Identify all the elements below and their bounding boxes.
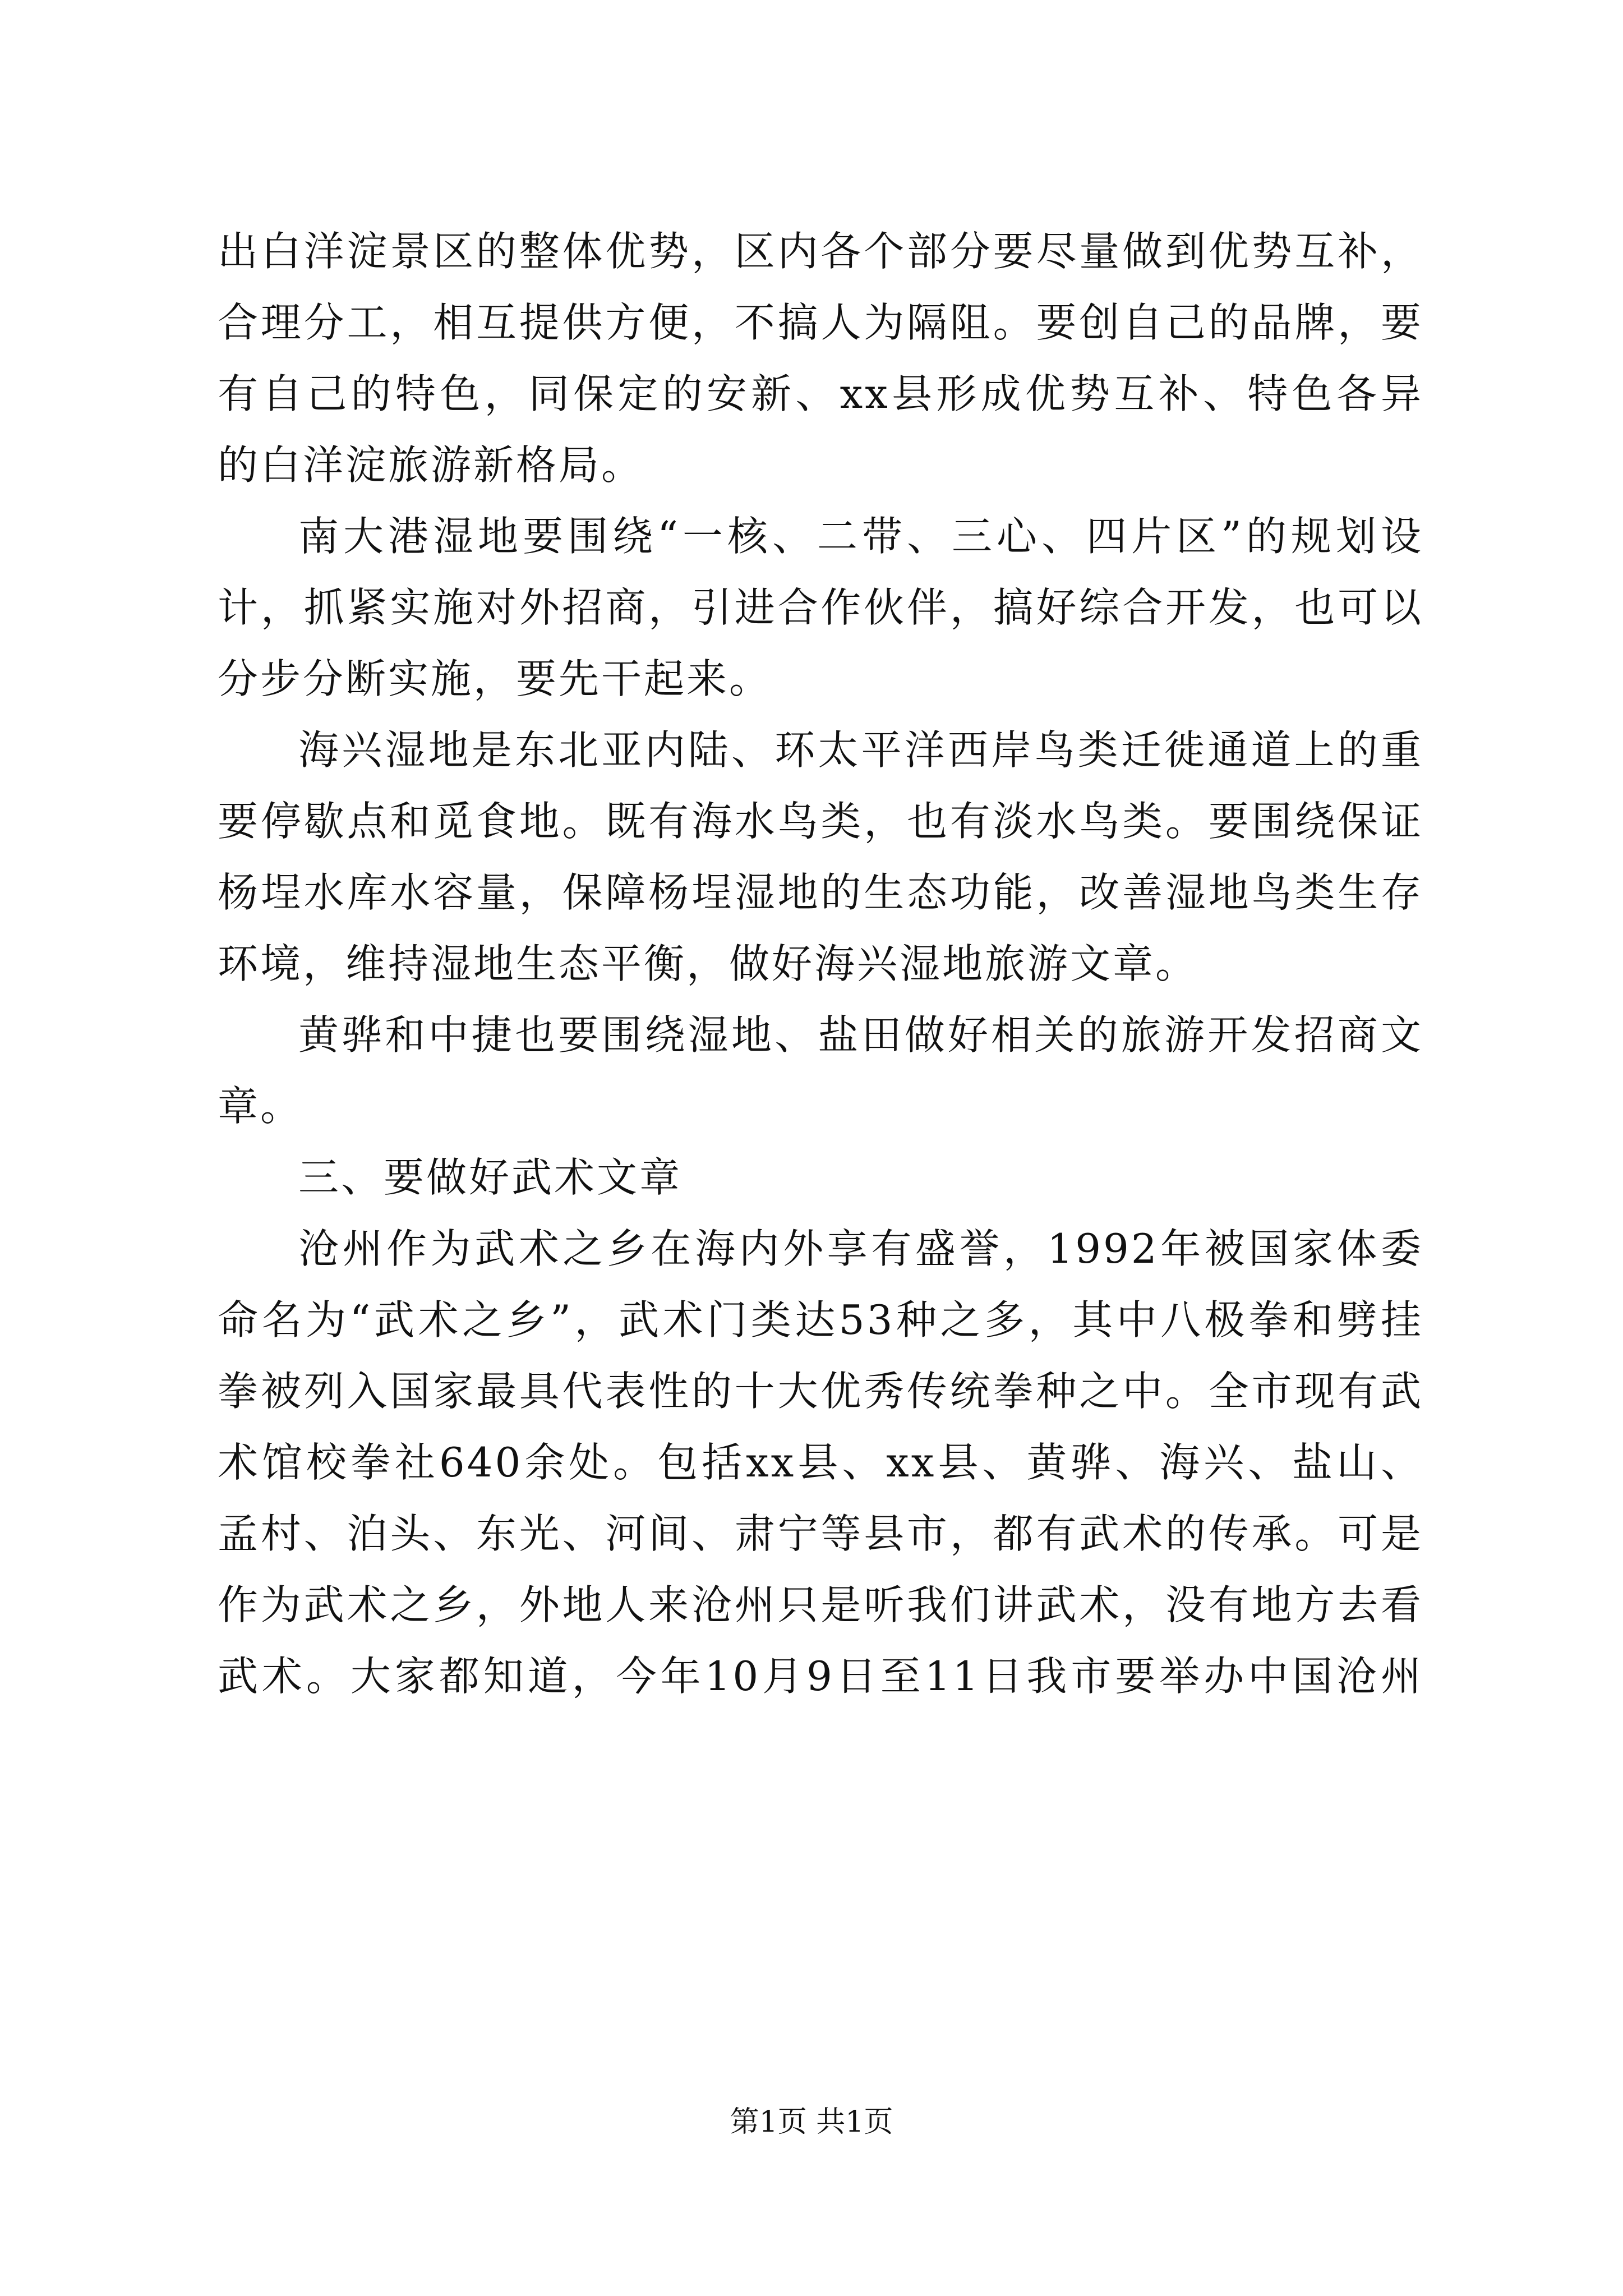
text-line-15: 沧州作为武术之乡在海内外享有盛誉，1992年被国家体委	[298, 1225, 1423, 1272]
text-line-3: 有自己的特色，同保定的安新、xx县形成优势互补、特色各异	[218, 370, 1423, 417]
section-heading: 三、要做好武术文章	[298, 1154, 683, 1201]
text-line-21: 武术。大家都知道，今年10月9日至11日我市要举办中国沧州	[218, 1653, 1423, 1700]
text-line-18: 术馆校拳社640余处。包括xx县、xx县、黄骅、海兴、盐山、	[218, 1439, 1423, 1486]
text-line-11: 环境，维持湿地生态平衡，做好海兴湿地旅游文章。	[218, 940, 1198, 987]
text-line-4: 的白洋淀旅游新格局。	[218, 441, 644, 489]
text-line-16: 命名为“武术之乡”，武术门类达53种之多，其中八极拳和劈挂	[218, 1296, 1423, 1343]
document-body	[218, 216, 1423, 1712]
text-line-12: 黄骅和中捷也要围绕湿地、盐田做好相关的旅游开发招商文	[298, 1011, 1423, 1059]
text-line-5: 南大港湿地要围绕“一核、二带、三心、四片区”的规划设	[298, 513, 1423, 560]
text-line-9: 要停歇点和觅食地。既有海水鸟类，也有淡水鸟类。要围绕保证	[218, 798, 1423, 845]
text-line-17: 拳被列入国家最具代表性的十大优秀传统拳种之中。全市现有武	[218, 1368, 1423, 1415]
text-line-19: 孟村、泊头、东光、河间、肃宁等县市，都有武术的传承。可是	[218, 1510, 1423, 1557]
text-line-13: 章。	[218, 1083, 303, 1130]
text-line-10: 杨埕水库水容量，保障杨埕湿地的生态功能，改善湿地鸟类生存	[218, 869, 1423, 916]
text-line-1: 出白洋淀景区的整体优势，区内各个部分要尽量做到优势互补，	[218, 228, 1423, 275]
text-line-20: 作为武术之乡，外地人来沧州只是听我们讲武术，没有地方去看	[218, 1581, 1423, 1628]
text-line-8: 海兴湿地是东北亚内陆、环太平洋西岸鸟类迁徙通道上的重	[298, 726, 1423, 774]
text-line-2: 合理分工，相互提供方便，不搞人为隔阻。要创自己的品牌，要	[218, 299, 1423, 346]
page-number-footer: 第1页 共1页	[730, 2105, 893, 2139]
text-line-7: 分步分断实施，要先干起来。	[218, 655, 772, 702]
text-line-6: 计，抓紧实施对外招商，引进合作伙伴，搞好综合开发，也可以	[218, 584, 1423, 631]
